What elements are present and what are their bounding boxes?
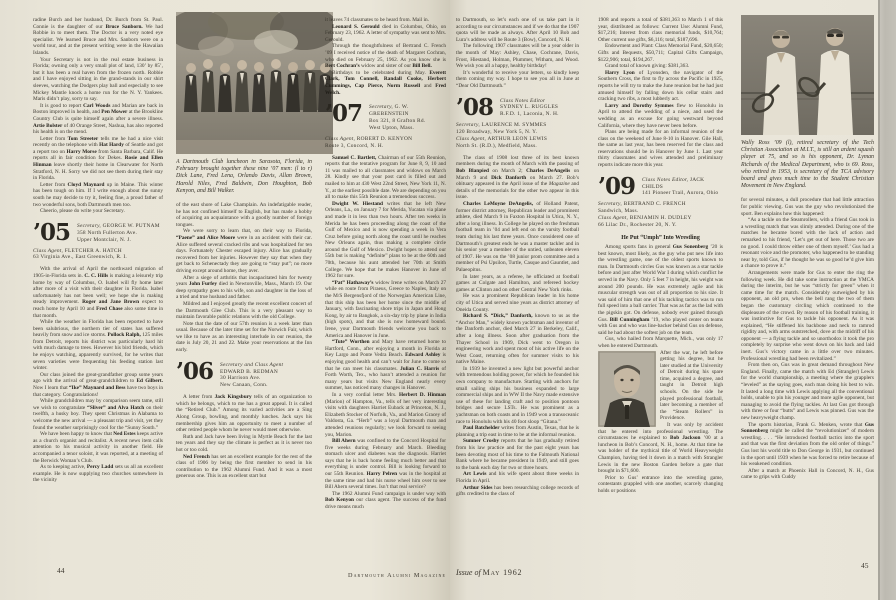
body-paragraph: As to keeping active, Percy Ladd sets us all an excellent example. He is now supplying two churches somewhere in the vicinity [33,464,163,484]
body-paragraph: Prior to Gus’ entrance into the wrestling game, contestants grappled with one another, scarcely changing holds or positions [598,474,723,494]
issue-footer [456,568,522,577]
body-paragraph: “Tute” Worthen and Mary have returned home to Hartford, Conn., after enjoying a month in Florida at Key Largo and Ponte Vedra Beach. Edward Ashley is enjoying good health and can’t wait for June to come so that he can meet his classmates. Julian C. Harris of Forth Worth, Tex., who hasn’t attended a reunion for many years but visits New England nearly every summer, has noticed many changes in Hanover. [325,339,446,392]
class-year-numeral: ’09 [598,172,636,200]
body-paragraph: 1908 and reports a total of $381,363 to March 1 of this year, distributed as follows: Current Use: Alumni Fund, $17,216; Interest from class memorial funds, $10,764; Other current use gifts, $6,116; total, $187,696. [598,17,723,43]
body-paragraph: We have been happy to know that Ned Estes keeps active as a church organist and recitalist. A recent news item calls attention to his musical activity in another field. He accompanied a tenor soloist, it was reported, at a meeting of the Berwick Woman’s Club. [33,431,163,464]
right-page-column-2 [598,17,723,575]
body-paragraph: The 1962 Alumni Fund campaign is under way with Bob Kenyon our class agent. The success of the fund drive means much [325,490,446,511]
body-paragraph: Endowment and Plant: Class Memorial Fund, $20,650; Gifts and Bequests, $50,711; Capital Gifts Campaign, $122,906; total, $194,267. [598,43,723,63]
left-page-column-1 [33,17,163,569]
body-paragraph: “Pat” Hathaway’s widow Irene writes on March 27 while en route from Piraeus, Greece to Naples, Italy on the M/S Bergensfjord of the Norwegian American Line, that this ship has been her home since the middle of January, with fascinating shore trips in Japan and Hong Kong, by air to Bangkok, a six-day trip by plane in India (high spots), and that she is now homeward bound. Irene, your Dartmouth friends welcome you back to America and Hanover in June. [325,279,446,339]
class-section-07 [325,100,446,149]
page-number-44: 44 [57,566,65,575]
page-right [450,0,878,600]
class-year-numeral: ’05 [33,218,71,246]
luncheon-photo-art [176,12,333,154]
class-officers-secondary: Class Agent, ROBERT D. KENYON Route 3, Concord, N. H. [325,135,413,149]
class-officers-secondary: Class Agent, FLETCHER A. HATCH 63 Virginia Ave., East Greenwich, R. I. [33,247,128,261]
body-paragraph: A letter from Jack Kingsbury tells of an organization to which he belongs, which to me has a great appeal. It is called the “Retired Club.” Among its varied activities are a Sing Along Group, bowling, and monthly lunches. Jack says his membership gives him an opportunity to meet a number of other retired people whom he never would meet otherwise. [176,394,313,434]
body-paragraph: In later years, as a referee, he officiated at football games at Colgate and Hamilton, and refereed hockey games at Clinton and on other Central New York rinks. [456,273,579,293]
body-paragraph: Among sports fans in general Gus Sonenberg ’20 is best known, most likely, as the guy who put new life into the wrestling game, one of the oldest sports known to man. In Dartmouth circles Gus was known as a star tackle before and just after World War I during which conflict he served in the Navy. Only 5 feet 7 in height, his weight was around 200 pounds. He was extremely agile and his muscular strength was out of all proportion to his size. It was said of him that one of his tackling tactics was to run full speed into a ball carrier. That was as far as the lad with the pigskin got. On defense, nobody ever gained through Gus. Bill Cunningham ’19, who played center on teams with Gus and who was line-backer behind Gus on defense, said he had about the softest job on the team. [598,244,723,336]
body-paragraph: The sports historian, Frank G. Menken, wrote that Gus Sonnenberg might be called the “revolutionizer” of modern wrestling. . . . “He introduced football tactics into the sport and that was the first deviation from the old order of things.” Gus lost his world title to Don George in 1931, but continued in the sport until 1939 when he was forced to retire because of his weakened condition. [741,421,874,468]
body-paragraph: Art Lewis and his wife spent about three weeks in Florida in April. [456,471,579,484]
body-paragraph: Grand total of known giving: $381,363. [605,63,690,70]
class-officers: Class Notes Editor, JACK CHILDS 141 Pioneer Trail, Aurora, Ohio [642,176,719,197]
left-page-column-3 [325,17,446,569]
body-paragraph: it leaves 74 classmates to be heard from. Mail in. [325,17,429,23]
class-section-06 [176,357,333,390]
body-paragraph: From then on, Gus was in great demand throughout New England. Finally, came the match with Ed (Strangler) Lewis for the world championship, a meeting where the grapplers “leveled” as the saying goes, each man doing his best to win. It lasted a long time with Lewis applying all the conventional holds, unable to pin his younger and more agile opponent, but managing to avoid the flying tackles. At last Gus got through with three or four “butts” and Lewis was pinned. Gus was the new heavyweight champ. [741,362,874,422]
class-section-08 [456,93,579,150]
class-officers-secondary: Secretary, BERTRAND C. FRENCH Sandwich, Mass. Class Agent, BENJAMIN H. DUDLEY 66 Lilac Dr., Rochester 20, N. Y. [598,201,692,229]
right-page-column-1 [456,17,579,573]
body-paragraph: Dwight W. Hiestand writes that he left New Orleans, La., on January 7 for Merida, Yucatan via plane and made it in less than two hours. After ten weeks in Merida he has been proceeding along the coast of the Gulf of Mexico and is now spending a week in Vera Cruz before going north along the coast until he reaches New Orleans again, thus making a complete circle around the Gulf of Mexico. Dwight hopes to attend our 55th but is making “definite” plans to be at the 60th and 70th, because his aunt attended her 70th at Smith College. We hope that he makes Hanover in June of 1962 for sure. [325,200,446,280]
page-number-45: 45 [861,561,869,570]
squash-photo-art [741,15,874,135]
body-paragraph: for several minutes, a dull procedure that had little attraction for public viewing. Gus was the guy who revolutionized the sport. Ben explains how this happened: [741,197,874,217]
photo-caption: Wally Ross ’09 (l), retired secretary of the Tech Christian Association at M.I.T., is still an ardent squash player at 75, and so is his opponent, Dr. Lyman Richards of the Medical Department, who is 69. Ross, who retired in 1953, is secretary of the TCA advisory board and gives much time to the Student Christian Movement in New England. [741,140,874,190]
body-paragraph: Leonard S. Gerould died in Columbus, Ohio, on February 23, 1962. A letter of sympathy was sent to Mrs. Gerould. [325,23,446,43]
body-paragraph: Samuel C. Bartlett, Chairman of our 55th Reunion, reports that the tentative program for June 8, 9, 10 and 11 was mailed to all classmates and widows on March 28. Kindly see that your post card is filled out and mailed to him at 430 West 22nd Street, New York 11, N. Y., at the earliest possible date. We are depending on you all to make this 55th Reunion a tremendous success. [325,154,446,201]
body-paragraph: The following 1907 classmates will be a year older in the month of May: Ashley, Chase, Cochrane, Davis, Frost, Hiestand, Holman, Plummer, Witham, and Wood. We wish you all a happy, healthy birthday! [456,43,579,70]
body-paragraph: After a siege of arthritis that incapacitated him for twenty years John Furfey died in Newtonville, Mass., March 19. Our deep sympathy goes to his wife, son and daughter in the loss of a tried and true husband and father. [176,274,313,301]
body-paragraph: While grandchildren may by comparison seem tame, still we wish to congratulate “Sliver” and Alva Hatch on their twelfth, a husky boy. They spent Christmas in Alabama to welcome the new arrival — a pleasant trip and visit, yet they found the weather surprisingly cool for the “Sunny South.” [33,398,163,431]
body-paragraph: Birthdays to be celebrated during May. Everett Clark, Tom Connell, Randall Cooke, Herbert Cummings, Cap Pierce, Norm Russell and Fred Welch. [325,69,446,96]
body-paragraph: Letter from Cloyd Maynard up in Maine. This winter has been tough on him. If I write enough about the sunny south he may decide to try it, feeling fine, a proud father of two wonderful sons, both Dartmouth men too. [33,181,163,208]
luncheon-group-photo [176,12,333,154]
article-subhead: He Put “Umph” Into Wrestling [621,235,700,241]
body-paragraph: Gus, who hailed from Marquette, Mich., was only 17 when he entered Dartmouth. [598,336,723,349]
class-officers: Secretary, GEORGE W. PUTNAM 358 North Fullerton Ave. Upper Montclair, N. J. [77,222,160,243]
body-paragraph: Arthur Sides has been researching college records of gifts credited to the class of [456,484,579,498]
body-paragraph: Charles LeMoyne DeAngelis, of Holland Patent, former district attorney, Republican leader and prominent athlete, died March 9 in Faxton Hospital in Utica, N. Y., after a long illness. In College he played on the freshman football team in ’04 and left end on the varsity football team during his last three years. Once considered one of Dartmouth’s greatest ends he was a master tackler and in his senior year a member of the untied, unbeaten eleven of 1907. He was on the ’08 junior prom committee and a member of Psi Upsilon, Turtle, Casque and Gauntlet, and Palaeopitus. [456,201,579,273]
class-officers: Class Notes Editor SYDNEY L. RUGGLES R.F.D. 1, Laconia, N. H. [500,97,559,118]
portrait-photo-art [598,351,656,427]
body-paragraph: The class of 1908 lost three of its best known members during the month of March with the passing of Bob Blanpied on March 2; Charles DeAngelis on March 9 and Dick Danforth on March 27. Bob’s obituary appeared in the April issue of the Magazine and details of the memorials for the other two appear in this issue. [456,154,579,201]
body-paragraph: In a very cordial letter Mrs. Herbert D. Hinman (Marion) of Hampton, Va., tells of her very interesting visits with daughters Harriet Euback at Princeton, N. J., Elizabeth Stocker of Norfolk, Va., and Marion Gracey of Valdosta, Ga. “Herb” was a loyal Dartmouth man and attended reunions regularly; we look forward to seeing you, Marion. [325,391,446,438]
body-paragraph: Letter from Tom Streeter tells me he had a nice visit recently on the telephone with Hat Hardy of Seattle and got a report too on Harry Morse from Santa Barbara, Calif. He reports all in fair condition for Dekes. Rosie and Ellen Hinman leave shortly their home in Clearwater for North Stratford, N. H. Sorry we did not see them during their stay in Florida. [33,135,163,182]
body-paragraph: to Dartmouth, so let’s each one of us take part in it according to our circumstances and if we do that the 1907 quota will be made as always. After April 10 Bob and Lura’s address will be Route 3 (Bow), Concord, N. H. [456,17,579,43]
body-paragraph: Paul Batchelder writes from Austin, Texas, that he is planning a trip east in time to be at the informal reunion. [456,425,579,438]
class-year-numeral: ’08 [456,93,494,121]
body-paragraph: After the war, he left before getting his degree, but he later studied at the University of Detroit during his spare time, acquired a degree, and taught in Detroit high schools. On the side he played professional football, later becoming a member of the “Steam Rollers” in Providence. [598,350,723,423]
body-paragraph: Bill Ahern was confined to the Concord Hospital for five weeks during February and March. Bleeding stomach ulcer and diabetes was the diagnosis. Harriet says that he is back home feeling much better and that everything is under control. Bill is looking forward to our 55th Reunion. Harry Pelren was in the hospital at the same time and had his nurse wheel him over to see Bill Ahern several times. Isn’t that real service? [325,438,446,491]
body-paragraph: We were sorry to learn that, on their way to Florida, “Paene” and Alice Moore were in an accident with their car. Alice suffered several cracked ribs and was hospitalized for ten days. Fortunately Chester escaped injury. Alice has gradually recovered from her injuries. However they say that when they get back to Schenectady they are going to “stay put”; no more driving except around home, they aver. [176,228,312,274]
right-page-column-3 [741,15,874,575]
body-paragraph: of the east shore of Lake Champlain. An indefatigable reader, he has not confined himself to English, but has made a hobby of acquiring an acquaintance with a goodly number of foreign tongues. [176,202,312,228]
body-paragraph: It’s wonderful to receive your letters, so kindly keep them coming my way. I hope to see you all in June at “Dear Old Dartmouth.” [456,69,579,89]
issue-footer-date: May 1962 [482,568,523,577]
body-paragraph: radine Burch and her husband, Dr. Burch from St. Paul. Connie is the daughter of our Bruce Sanborn. We had Robbie in to meet them. The Doctor is a very noted eye specialist. We learned Bruce and Mrs. Sanborn were on a world tour, and at the present writing were in the Hawaiian Islands. [33,17,163,56]
body-paragraph: Cheerio, please do write your Secretary. [40,208,125,215]
body-paragraph: Ned French has set an excellent example for the rest of the class of 1906 by being the first member to send in his contribution to the 1962 Alumni Fund. And it was a most generous one. This is an excellent start but [176,453,312,480]
body-paragraph: With the arrival of April the northward migration of 1905-in-Florida sets in. C. C. Hills is making a leisurely trip home by way of Columbus, O. Isabel will fly home later after more of a visit with their daughter in Florida. Isabel unfortunately has not been well; we hope she is making steady improvement. Roger and Jane Brown expect to reach home by April 10 and Fred Chase also some time in that month. [33,266,163,319]
body-paragraph: Mildred and I enjoyed greatly the recent excellent concert of the Dartmouth Glee Club. This is a very pleasant way to maintain favorable public relations with the old College. [176,300,312,321]
page-edge-line [878,0,880,600]
body-paragraph: Your Secretary is not in the real estate business in Florida; owning only a very small plot of land, 130’ by 85’, but it has been a real haven from the frozen north. Robbie and I have enjoyed sitting in the grand-stands in our shirt sleeves, watching the Dodgers play ball and especially to see Mickey Mantle knock a home run for the N. Y. Yankees. Maris didn’t play, sorry to say. [33,56,163,103]
body-paragraph: It was only by accident that he entered into professional wrestling. The circumstances he explained to Bob Jackson ’00 at a luncheon in Bob’s Concord, N. H., home. At that time he was holder of the mythical title of World Heavyweight Champion, having tied it down in a match with Strangler Lewis in the new Boston Garden before a gate that brought in $71,600. [598,422,723,475]
body-paragraph: Plans are being made for an informal reunion of the class on the weekend of June 8-10 in Hanover. Gile Hall, the same as last year, has been reserved for the class and reservations should be in Hanover by June 1. Last year thirty classmates and wives attended and preliminary reports indicate more this year. [598,129,723,169]
body-paragraph: “As a tackle on the Steamrollers, with a friend Gus took in a wrestling match that was slimly attended. During one of the matches he became bored with the lack of action and remarked to his friend, ‘Let’s get out of here. Those two are no good. I could throw either one of them myself.’ Gus had a resonant voice and the promoter, who happened to be standing near by, told Gus, if he thought he was so good he’d give him a chance to prove it.” [741,217,874,270]
body-paragraph: He was a prominent Republican leader in his home city of Utica and served nine years as district attorney of Oneida County. [456,293,579,313]
body-paragraph: Richard S. “Dick,” Danforth, known to us as the “Anchor Man,” widely known yachtsman and inventor of the Danforth anchor, died March 27 in Berkeley, Calif., after a long illness. Soon after graduation from the Thayer School in 1909, Dick went to Oregon in engineering work and spent most of his active life on the West Coast, returning often for summer visits to his native Maine. [456,313,579,366]
squash-players-photo [741,15,874,135]
body-paragraph: Larry and Dorothy Symmes flew to Honolulu in April to attend the wedding of a niece, and used the wedding as an excuse for going westward beyond California, where they have never been before. [598,102,723,129]
class-section-09 [598,172,723,229]
photo-caption: A Dartmouth Club luncheon in Sarasota, Florida, in February brought together these nine ’07 men: (l to r) Dick Lane, Fred Lena, Orlando Davis, Allan Brown, Harold Niles, Fred Baldwin, Don Houghton, Bob Kenyon, and Bill Walker. [176,159,312,194]
body-paragraph: Sumner Crosby reports that he has gradually retired from his law practice and for the past eight years has been devoting most of his time to the Falmouth National Bank where he became president in 1949, and still goes to the bank each day for two or three hours. [456,438,579,471]
class-year-numeral: ’06 [176,357,214,385]
body-paragraph: Note that the date of our 57th reunion is a week later than usual. Because of the later time set for the Norwich Fair, which we like to have as an interesting interlude in our reunion, the date is July 20, 21 and 22. Make your reservations at the Inn early. [176,320,312,354]
body-paragraph: Arrangements were made for Gus to enter the ring the following week. He did take some instruction at the YMCA during the interim, but he was “strictly for green” when it came time for the match. Considerably outweighed by his opponent, an old pro, when the bell rang the two of them began the customary circling which continued to the displeasure of the crowd. By reason of his football training, it was instinctive for Gus to tackle his opponent. As it was explained, “He stiffened his backbone and neck to ramrod rigidity and, with arms outstretched, dove at the midriff of his opponent — a flying tackle and so unorthodox it took the pro completely by surprise who went down on his back and laid inert. Gus’s victory came in a little over two minutes. Professional wrestling had been revitalized.” [741,269,874,362]
body-paragraph: In 1939 he invented a new light but powerful anchor with tremendous holding power, for which he founded his own company to manufacture. Starting with anchors for small sailing ships his business expanded to large commercial ships and in WW II the Navy made extensive use of these for landing craft and to position pontoon bridges and secure LSTs. He was prominent as a yachtsman on both coasts and in 1949 won a transoceanic race to Honolulu with his 40 foot sloop “Gitana.” [456,365,579,425]
class-officers-secondary: Secretary, LAURENCE M. SYMMES 120 Broadway, New York 5, N. Y. Class Agent, ARTHUR LEON LEWIS North St. (R.D.), Medfield, Mass. [456,122,548,149]
class-officers: Secretary, G. W. GREBENSTEIN Box 321, 8 Grafton Rd. West Upton, Mass. [369,104,426,131]
body-paragraph: Through the thoughtfulness of Bertrand C. French ’09 I received notice of the death of Margaret Cochran, who died on February 25, 1962. As you know she is Bert Cochran’s widow and sister of our Bill Bell. [325,43,446,70]
class-section-05 [33,218,163,262]
body-paragraph: After a match at Phoenix Hall in Concord, N. H., Gus came to grips with Cuddy [741,467,874,481]
body-paragraph: Ruth and Jack have been living in Myrtle Beach for the last ten years and they say the climate is perfect as it is never too hot or too cold. [176,433,312,454]
gus-sonnenberg-portrait [598,351,656,427]
body-paragraph: While the weather in Florida has been reported to have been salubrious, the northern tier of states has suffered heavily from snow and ice storms. Pollock Ralph, 125 miles from Detroit, reports his district was particularly hard hit with much damage to trees. However his bird friends, which he enjoys watching, apparently survived, for he writes that seven varieties were frequenting his feeding station last winter. [33,319,163,372]
body-paragraph: Our class joined the great-grandfather group some years ago with the arrival of great-grandchildren to Ed Gilbert. Now I learn that “Ike” Maynard and Bess have two boys in that category. Congratulations! [33,371,163,398]
class-year-numeral: ’07 [325,100,363,128]
body-paragraph: Harry Lyon of Lyonsden, the navigator of the Southern Cross, the first to fly across the Pacific in 1925, reports he will try to make the June reunion but he had just amused himself by falling down his cellar stairs and cracking two ribs, a most lubberly act. [598,69,723,103]
magazine-name-footer: Dartmouth Alumni Magazine [348,572,446,579]
scan-edge-strip [878,0,896,600]
left-page-column-2 [176,12,333,572]
class-officers: Secretary and Class Agent EDWARD B. REDMAN 30 Harrison Ave. New Canaan, Conn. [220,361,284,389]
issue-footer-prefix: Issue of [456,568,481,577]
body-paragraph: It is good to report Carl Woods and Marian are back in Boston improved in health, and Pen Mower at the Brookline Country Club is quite himself again after a severe illness. Artie Bolster of 40 Orange Street, Nashua, has also reported his health is on the mend. [33,102,163,136]
